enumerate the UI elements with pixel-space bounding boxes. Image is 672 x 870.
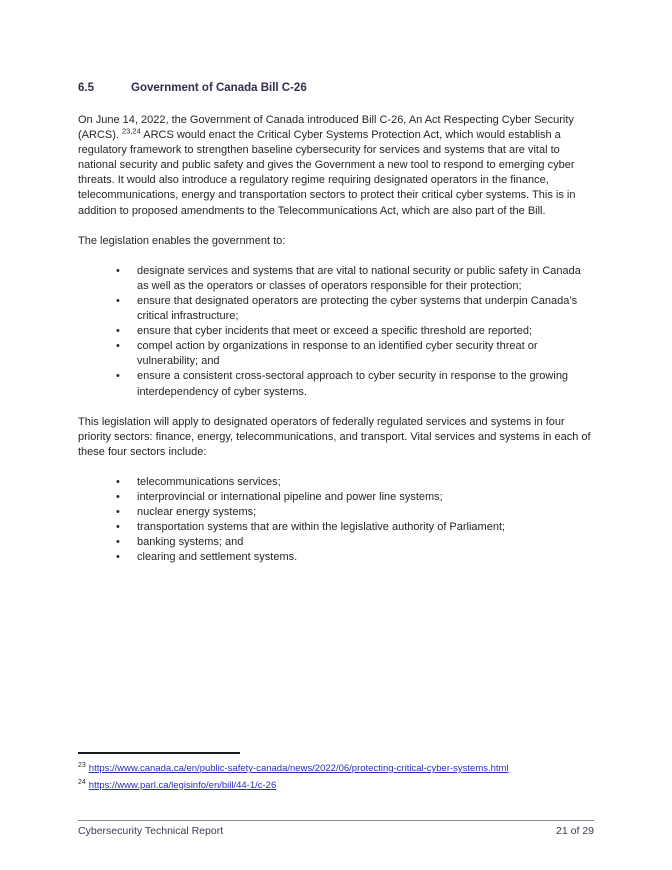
footnote-link[interactable]: https://www.parl.ca/legisinfo/en/bill/44-1/c-26 bbox=[88, 779, 277, 791]
list-item: • clearing and settlement systems. bbox=[137, 550, 594, 565]
list-item: • banking systems; and bbox=[137, 535, 594, 550]
intro-text-before: On June 14, 2022, the Government of Canada introduced Bill C-26, An Act Respecting Cyber Security (ARCS). bbox=[78, 114, 574, 142]
page-number: 21 of 29 bbox=[556, 825, 594, 837]
footnote bbox=[78, 776, 594, 793]
apply-paragraph: This legislation will apply to designated operators of federally regulated services and systems in four priority sectors: finance, energy, telecommunications, and transport. Vital services and systems in each of these four sectors include: bbox=[78, 415, 591, 458]
list-item: • ensure that cyber incidents that meet or exceed a specific threshold are reported; bbox=[137, 324, 594, 339]
list-item: • ensure a consistent cross-sectoral approach to cyber security in response to the growing interdependency of cyber systems. bbox=[137, 369, 594, 399]
list-item: • compel action by organizations in response to an identified cyber security threat or vulnerability; and bbox=[137, 339, 594, 369]
section-heading bbox=[78, 81, 594, 96]
footnote bbox=[78, 759, 594, 776]
list-item: • telecommunications services; bbox=[137, 475, 594, 490]
footnote-link[interactable]: https://www.canada.ca/en/public-safety-canada/news/2022/06/protecting-critical-cyber-systems.html bbox=[88, 763, 509, 775]
page-content bbox=[78, 81, 594, 580]
section-title: Government of Canada Bill C-26 bbox=[131, 82, 307, 94]
footnote-reference: 23,24 bbox=[122, 126, 141, 136]
list-item: • transportation systems that are within the legislative authority of Parliament; bbox=[137, 520, 594, 535]
enables-bullet-list bbox=[78, 264, 594, 400]
footnote-number: 23 bbox=[78, 762, 86, 769]
list-item: • ensure that designated operators are protecting the cyber systems that underpin Canada’s critical infrastructure; bbox=[137, 294, 594, 324]
list-item: • interprovincial or international pipeline and power line systems; bbox=[137, 490, 594, 505]
list-item: • nuclear energy systems; bbox=[137, 505, 594, 520]
footnote-separator bbox=[78, 752, 240, 754]
footnote-number: 24 bbox=[78, 778, 86, 786]
footer-title: Cybersecurity Technical Report bbox=[78, 825, 224, 837]
footnotes-section bbox=[78, 752, 594, 792]
list-item: • designate services and systems that are vital to national security or public safety in Canada as well as the operators or classes of operators responsible for their protection; bbox=[137, 264, 594, 294]
page-footer bbox=[78, 820, 594, 837]
section-number: 6.5 bbox=[78, 82, 94, 94]
sectors-bullet-list bbox=[78, 475, 594, 566]
intro-paragraph bbox=[78, 113, 594, 219]
intro-text-after: ARCS would enact the Critical Cyber Systems Protection Act, which would establish a regulatory framework to strengthen baseline cybersecurity for services and systems that are vital to national security and public safety and gives the Government a new tool to respond to emerging cyber threats. It would also introduce a regulatory regime requiring designated operators in the finance, telecommunications, energy and transportation sectors to protect their critical cyber systems. This is in addition to proposed amendments to the Telecommunications Act, which are also part of the Bill. bbox=[78, 129, 576, 217]
enables-intro-paragraph: The legislation enables the government to: bbox=[78, 234, 286, 247]
